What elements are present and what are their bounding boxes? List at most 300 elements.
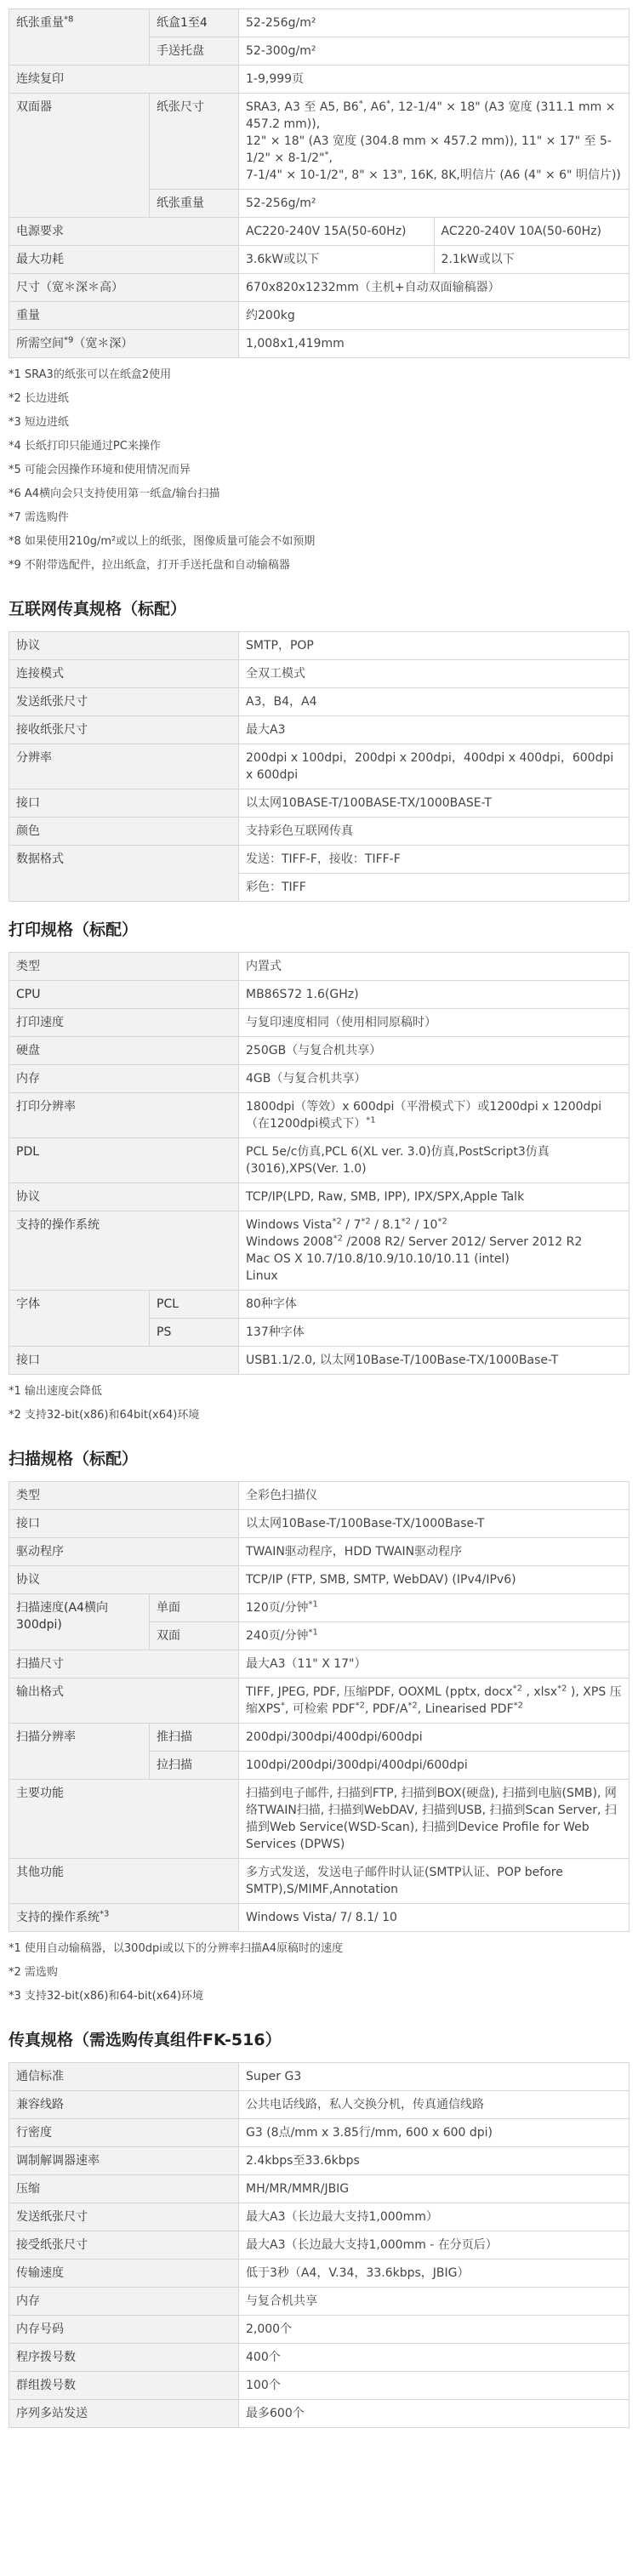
value-line: 7-1/4" × 10-1/2", 8" × 13", 16K, 8K,明信片 (A6 (4" × 6" 明信片)) [246,168,621,182]
table-row [9,1904,629,1932]
row-label [9,1724,150,1780]
row-label-text: 颜色 [16,824,40,838]
value-text: 100个 [246,2379,281,2392]
row-label [9,688,239,716]
row-value [239,1482,629,1510]
value-text: 公共电话线路，私人交换分机，传真通信线路 [246,2098,484,2112]
footnote-marker: *2 [332,1217,342,1227]
row-value [239,66,629,94]
row-label [9,1291,150,1347]
row-label-text: 其他功能 [16,1866,64,1879]
row-label-text: 打印速度 [16,1016,64,1029]
table-row [9,744,629,789]
row-label [9,1859,239,1904]
row-value [239,1780,629,1859]
row-label-text: 程序拨号数 [16,2351,76,2364]
row-sublabel: PS [150,1319,239,1347]
row-label [9,632,239,660]
row-label [9,1482,239,1510]
row-value [239,1138,629,1183]
row-value [239,1678,629,1724]
row-label-text: 类型 [16,960,40,973]
table-row [9,2316,629,2344]
table-row [9,1650,629,1678]
table-row [9,1780,629,1859]
table-row [9,1678,629,1724]
row-label [9,1347,239,1375]
table-row [9,2063,629,2091]
table-row [9,1482,629,1510]
row-label [9,1138,239,1183]
footnote: *9 不附带选配件，拉出纸盒，打开手送托盘和自动输稿器 [9,559,290,572]
row-label-text: 扫描速度(A4横向300dpi) [16,1601,108,1632]
row-label-text: PDL [16,1145,40,1159]
value-line: Linux [246,1269,278,1283]
value-text: 52-256g/m² [246,197,316,210]
footnote: *3 支持32-bit(x86)和64-bit(x64)环境 [9,1990,204,2003]
table-row [9,1291,629,1319]
footnote-marker: *2 [361,1217,371,1227]
row-label [9,94,150,218]
row-label [9,66,239,94]
footnote: *4 长纸打印只能通过PC来操作 [9,440,161,453]
row-value [239,716,629,744]
footnote: *6 A4横向会只支持使用第一纸盒/输台扫描 [9,487,220,500]
table-row [9,1566,629,1594]
row-label-text: 输出格式 [16,1685,64,1699]
table-row [9,716,629,744]
row-value [239,2260,629,2288]
value-text: 支持彩色互联网传真 [246,824,353,838]
row-label [9,1904,239,1932]
value-text: 彩色：TIFF [246,881,306,894]
value-text: 3.6kW或以下 [246,253,320,266]
row-label-text: 发送纸张尺寸 [16,695,88,709]
table-row [9,789,629,818]
row-label [9,1211,239,1291]
spec-table [9,631,629,902]
row-label-text: 主要功能 [16,1787,64,1800]
row-label-text: 扫描尺寸 [16,1657,64,1671]
row-value [239,302,629,330]
row-label-text: 接受纸张尺寸 [16,2238,88,2252]
table-row [9,2288,629,2316]
footnotes [9,358,629,581]
row-label-text: 重量 [16,309,40,322]
row-label-text: 类型 [16,1489,40,1502]
row-label-text: 接口 [16,1517,40,1530]
value-text: TWAIN驱动程序，HDD TWAIN驱动程序 [246,1545,463,1559]
footnote-marker: *2 [437,1217,447,1227]
table-row [9,274,629,302]
row-value [239,688,629,716]
footnote-marker: *2 [407,1701,418,1711]
row-value [239,660,629,688]
section-title: 传真规格（需选购传真组件FK-516） [9,2031,282,2049]
row-label [9,218,239,246]
row-label-text: 支持的操作系统 [16,1911,100,1924]
value-text: 发送：TIFF-F，接收：TIFF-F [246,852,401,866]
table-row [9,1037,629,1065]
row-value [239,1510,629,1538]
footnote-marker: *2 [513,1701,523,1711]
row-value [239,2119,629,2147]
row-value [239,1650,629,1678]
value-line: SRA3, A3 至 A5, B6*, A6*, 12-1/4" × 18" (A3 宽度 (311.1 mm × 457.2 mm)), [246,99,616,131]
value-text: 与复印速度相同（使用相同原稿时） [246,1016,436,1029]
table-row [9,1183,629,1211]
table-row [9,2119,629,2147]
footnote: *5 可能会因操作环境和使用情况而异 [9,464,191,476]
row-sublabel: 手送托盘 [150,37,239,66]
value-text: 1800dpi（等效）x 600dpi（平滑模式下）或1200dpi x 1200dpi（在1200dpi模式下） [246,1100,602,1131]
row-value [239,9,629,37]
row-value [239,1724,629,1752]
table-row [9,2260,629,2288]
row-value [239,2344,629,2372]
table-row [9,846,629,874]
value-text: Windows Vista/ 7/ 8.1/ 10 [246,1911,397,1924]
row-value [239,846,629,874]
row-label-text: 内存 [16,1072,40,1086]
row-label [9,1566,239,1594]
footnotes [9,1375,629,1431]
row-label [9,1678,239,1724]
value-line: Windows Vista$^{*2}$ / 7$^{*2}$ / 8.1$^{*2}$ / 10$^{*2}$ [246,1217,447,1232]
row-label-text: 内存号码 [16,2322,64,2336]
table-row [9,9,629,37]
row-label [9,2119,239,2147]
row-value [239,2372,629,2400]
row-value [239,1211,629,1291]
table-row [9,2203,629,2231]
row-label [9,2175,239,2203]
table-row [9,1009,629,1037]
row-value [239,1347,629,1375]
table-row [9,302,629,330]
row-label-text: 发送纸张尺寸 [16,2210,88,2224]
row-label-text: 硬盘 [16,1044,40,1057]
row-value [239,874,629,902]
row-label-text: 纸张重量 [16,16,64,30]
table-row [9,2231,629,2260]
footnote-marker: *1 [308,1599,318,1610]
footnote-marker: *1 [366,1115,376,1126]
footnote: *7 需选购件 [9,511,69,524]
value-text: 最大A3（长边最大支持1,000mm - 在分页后） [246,2238,498,2252]
row-label-text: 所需空间 [16,337,64,350]
row-value [239,1009,629,1037]
row-value [239,818,629,846]
row-value [239,1093,629,1138]
row-label-text: 压缩 [16,2182,40,2196]
row-value [239,744,629,789]
footnote-marker: * [386,99,391,109]
footnote-marker: *3 [100,1909,110,1919]
table-row [9,246,629,274]
row-value [239,1566,629,1594]
spec-table [9,9,629,358]
value-text: 80种字体 [246,1297,297,1311]
row-value [239,1752,629,1780]
value-line: Windows 2008$^{*2}$ /2008 R2/ Server 2012/ Server 2012 R2 [246,1234,583,1249]
row-value [239,190,629,218]
row-value-secondary: AC220-240V 10A(50-60Hz) [434,218,629,246]
row-sublabel: 拉扫描 [150,1752,239,1780]
row-label-text: 内存 [16,2294,40,2308]
row-sublabel: 纸张重量 [150,190,239,218]
row-label [9,2063,239,2091]
row-label [9,2400,239,2428]
row-label-text: 打印分辨率 [16,1100,76,1114]
value-text: 120页/分钟 [246,1601,309,1615]
value-text: 100dpi/200dpi/300dpi/400dpi/600dpi [246,1758,468,1772]
row-label-text: 行密度 [16,2126,52,2140]
row-value [239,37,629,66]
table-row [9,1724,629,1752]
value-text: 约200kg [246,309,295,322]
row-value [239,2288,629,2316]
row-value [239,218,435,246]
row-label-text: 传输速度 [16,2266,64,2280]
value-text: 400个 [246,2351,281,2364]
value-line: Mac OS X 10.7/10.8/10.9/10.10/10.11 (intel) [246,1252,510,1266]
row-sublabel: 纸张尺寸 [150,94,239,190]
row-label [9,2344,239,2372]
row-value [239,1037,629,1065]
row-label-text: 调制解调器速率 [16,2154,100,2168]
row-sublabel: 纸盒1至4 [150,9,239,37]
row-value [239,1183,629,1211]
value-text: 200dpi/300dpi/400dpi/600dpi [246,1730,423,1744]
value-text: USB1.1/2.0, 以太网10Base-T/100Base-TX/1000Base-T [246,1354,559,1367]
row-label-text: 分辨率 [16,751,52,765]
row-label [9,2203,239,2231]
row-value [239,2147,629,2175]
table-row [9,218,629,246]
table-row [9,1138,629,1183]
value-line: 12" × 18" (A3 宽度 (304.8 mm × 457.2 mm)), 11" × 17" 至 5-1/2" × 8-1/2"*, [246,134,612,165]
table-row [9,2147,629,2175]
table-row [9,1065,629,1093]
row-label [9,2372,239,2400]
row-label-text: 最大功耗 [16,253,64,266]
footnote: *1 输出速度会降低 [9,1385,102,1398]
value-text: 4GB（与复合机共享） [246,1072,367,1086]
row-label [9,2091,239,2119]
table-row [9,1538,629,1566]
footnotes [9,1932,629,2012]
footnote-marker: * [280,1701,285,1711]
table-row [9,2091,629,2119]
value-text: 多方式发送，发送电子邮件时认证(SMTP认证、POP before SMTP),S/MIMF,Annotation [246,1866,563,1896]
value-text: 52-300g/m² [246,44,316,58]
row-label [9,2316,239,2344]
value-text: TCP/IP (FTP, SMB, SMTP, WebDAV) (IPv4/IPv6) [246,1573,516,1587]
row-label-text: 群组拨号数 [16,2379,76,2392]
value-text: 与复合机共享 [246,2294,317,2308]
value-text: 扫描到电子邮件, 扫描到FTP, 扫描到BOX(硬盘), 扫描到电脑(SMB), 网络TWAIN扫描, 扫描到WebDAV, 扫描到USB, 扫描到Scan Server, 扫描到Web Service(WSD-Scan), 扫描到Device Profile for Web Services (DPWS) [246,1787,617,1851]
row-value [239,2231,629,2260]
row-label [9,2147,239,2175]
footnote: *3 短边进纸 [9,416,69,429]
value-text: PCL 5e/c仿真,PCL 6(XL ver. 3.0)仿真,PostScript3仿真(3016),XPS(Ver. 1.0) [246,1145,550,1176]
row-sublabel: 推扫描 [150,1724,239,1752]
row-label [9,953,239,981]
table-row [9,1093,629,1138]
footnote-marker: *9 [64,335,74,345]
section-title: 互联网传真规格（标配） [9,600,187,618]
table-row [9,2344,629,2372]
row-label-text: 协议 [16,1573,40,1587]
value-text: AC220-240V 15A(50-60Hz) [246,225,407,238]
row-label [9,1183,239,1211]
row-label-text: 数据格式 [16,852,64,866]
footnote-marker: * [324,150,329,160]
row-value-secondary: 2.1kW或以下 [434,246,629,274]
row-value [239,981,629,1009]
value-text: TCP/IP(LPD, Raw, SMB, IPP), IPX/SPX,Apple Talk [246,1190,525,1204]
value-text: 52-256g/m² [246,16,316,30]
value-text: TIFF, JPEG, PDF, 压缩PDF, OOXML (pptx, docx$^{*2}$ , xlsx$^{*2}$ ), XPS 压缩XPS*, 可检索 PDF$^{*2}$, PDF/$A^{*2}$, Linearised PDF$^{*2}$ [246,1684,622,1716]
row-value [239,953,629,981]
value-text: 1-9,999页 [246,72,305,86]
row-value [239,1065,629,1093]
row-label [9,9,150,66]
footnote-marker: *2 [557,1684,567,1694]
value-text: 以太网10BASE-T/100BASE-TX/1000BASE-T [246,796,492,810]
value-text: 最大A3（11" X 17"） [246,1657,367,1671]
row-label [9,789,239,818]
row-value [239,1319,629,1347]
footnote-marker: *2 [355,1701,365,1711]
footnote: *2 支持32-bit(x86)和64bit(x64)环境 [9,1409,200,1422]
footnote: *8 如果使用210g/m²或以上的纸张，图像质量可能会不如预期 [9,535,316,548]
value-text: 250GB（与复合机共享） [246,1044,382,1057]
table-row [9,632,629,660]
row-label-text: CPU [16,988,41,1001]
row-label [9,818,239,846]
footnote-marker: *1 [308,1627,318,1638]
value-text: Super G3 [246,2070,302,2083]
row-label [9,2260,239,2288]
row-label-text: 协议 [16,1190,40,1204]
row-value [239,2400,629,2428]
row-value [239,2175,629,2203]
row-value [239,2316,629,2344]
value-text: 670x820x1232mm（主机+自动双面输稿器） [246,281,500,294]
table-row [9,2400,629,2428]
footnote: *2 长边进纸 [9,392,69,405]
value-text: 全双工模式 [246,667,305,681]
row-label-text: 通信标准 [16,2070,64,2083]
row-label [9,846,239,902]
row-value [239,1904,629,1932]
value-text: 2,000个 [246,2322,293,2336]
row-label-text: 支持的操作系统 [16,1218,100,1232]
value-text: 2.4kbps至33.6kbps [246,2154,360,2168]
footnote-marker: *2 [333,1234,343,1244]
footnote-marker: *2 [401,1217,412,1227]
row-value [239,246,435,274]
value-text: 低于3秒（A4，V.34，33.6kbps，JBIG） [246,2266,470,2280]
row-label [9,1650,239,1678]
row-sublabel: 单面 [150,1594,239,1622]
row-label [9,246,239,274]
table-row [9,1211,629,1291]
footnote: *2 需选购 [9,1966,58,1979]
row-label [9,981,239,1009]
row-value [239,1594,629,1622]
spec-table [9,1481,629,1932]
row-value [239,632,629,660]
table-row [9,688,629,716]
value-text: 最多600个 [246,2407,305,2420]
row-label [9,2231,239,2260]
value-text: G3 (8点/mm x 3.85行/mm, 600 x 600 dpi) [246,2126,493,2140]
table-row [9,953,629,981]
row-label [9,744,239,789]
row-label-text: 驱动程序 [16,1545,64,1559]
top-strip [9,0,629,9]
row-label-text: 接口 [16,1354,40,1367]
row-label [9,330,239,358]
row-label [9,1594,150,1650]
row-value [239,2063,629,2091]
table-row [9,1859,629,1904]
row-label-suffix: （宽＊深） [73,337,134,350]
table-row [9,1510,629,1538]
row-label [9,1093,239,1138]
row-label [9,1037,239,1065]
row-label [9,302,239,330]
spec-table [9,2062,629,2428]
value-text: 最大A3 [246,723,286,737]
table-row [9,1347,629,1375]
value-text: SMTP，POP [246,639,314,653]
row-sublabel: PCL [150,1291,239,1319]
row-label [9,1780,239,1859]
row-value [239,789,629,818]
row-sublabel: 双面 [150,1622,239,1650]
row-label-text: 电源要求 [16,225,64,238]
footnote-marker: *2 [512,1684,522,1694]
row-label-text: 接口 [16,796,40,810]
table-row [9,2372,629,2400]
footnote: *1 SRA3的纸张可以在纸盒2使用 [9,368,172,381]
row-label [9,660,239,688]
row-label-text: 连续复印 [16,72,64,86]
row-label [9,2288,239,2316]
row-value [239,1538,629,1566]
value-text: 1,008x1,419mm [246,337,345,350]
value-text: 200dpi x 100dpi，200dpi x 200dpi，400dpi x 400dpi，600dpi x 600dpi [246,751,614,782]
footnote-marker: * [358,99,363,109]
value-text: 内置式 [246,960,282,973]
row-label [9,1510,239,1538]
row-label-text: 尺寸（宽＊深＊高） [16,281,123,294]
value-text: A3，B4，A4 [246,695,317,709]
row-label [9,1009,239,1037]
row-value [239,274,629,302]
row-label-text: 双面器 [16,100,52,114]
table-row [9,94,629,190]
table-row [9,2175,629,2203]
row-label-text: 扫描分辨率 [16,1730,76,1744]
row-value [239,94,629,190]
value-text: MH/MR/MMR/JBIG [246,2182,350,2196]
row-value [239,2091,629,2119]
